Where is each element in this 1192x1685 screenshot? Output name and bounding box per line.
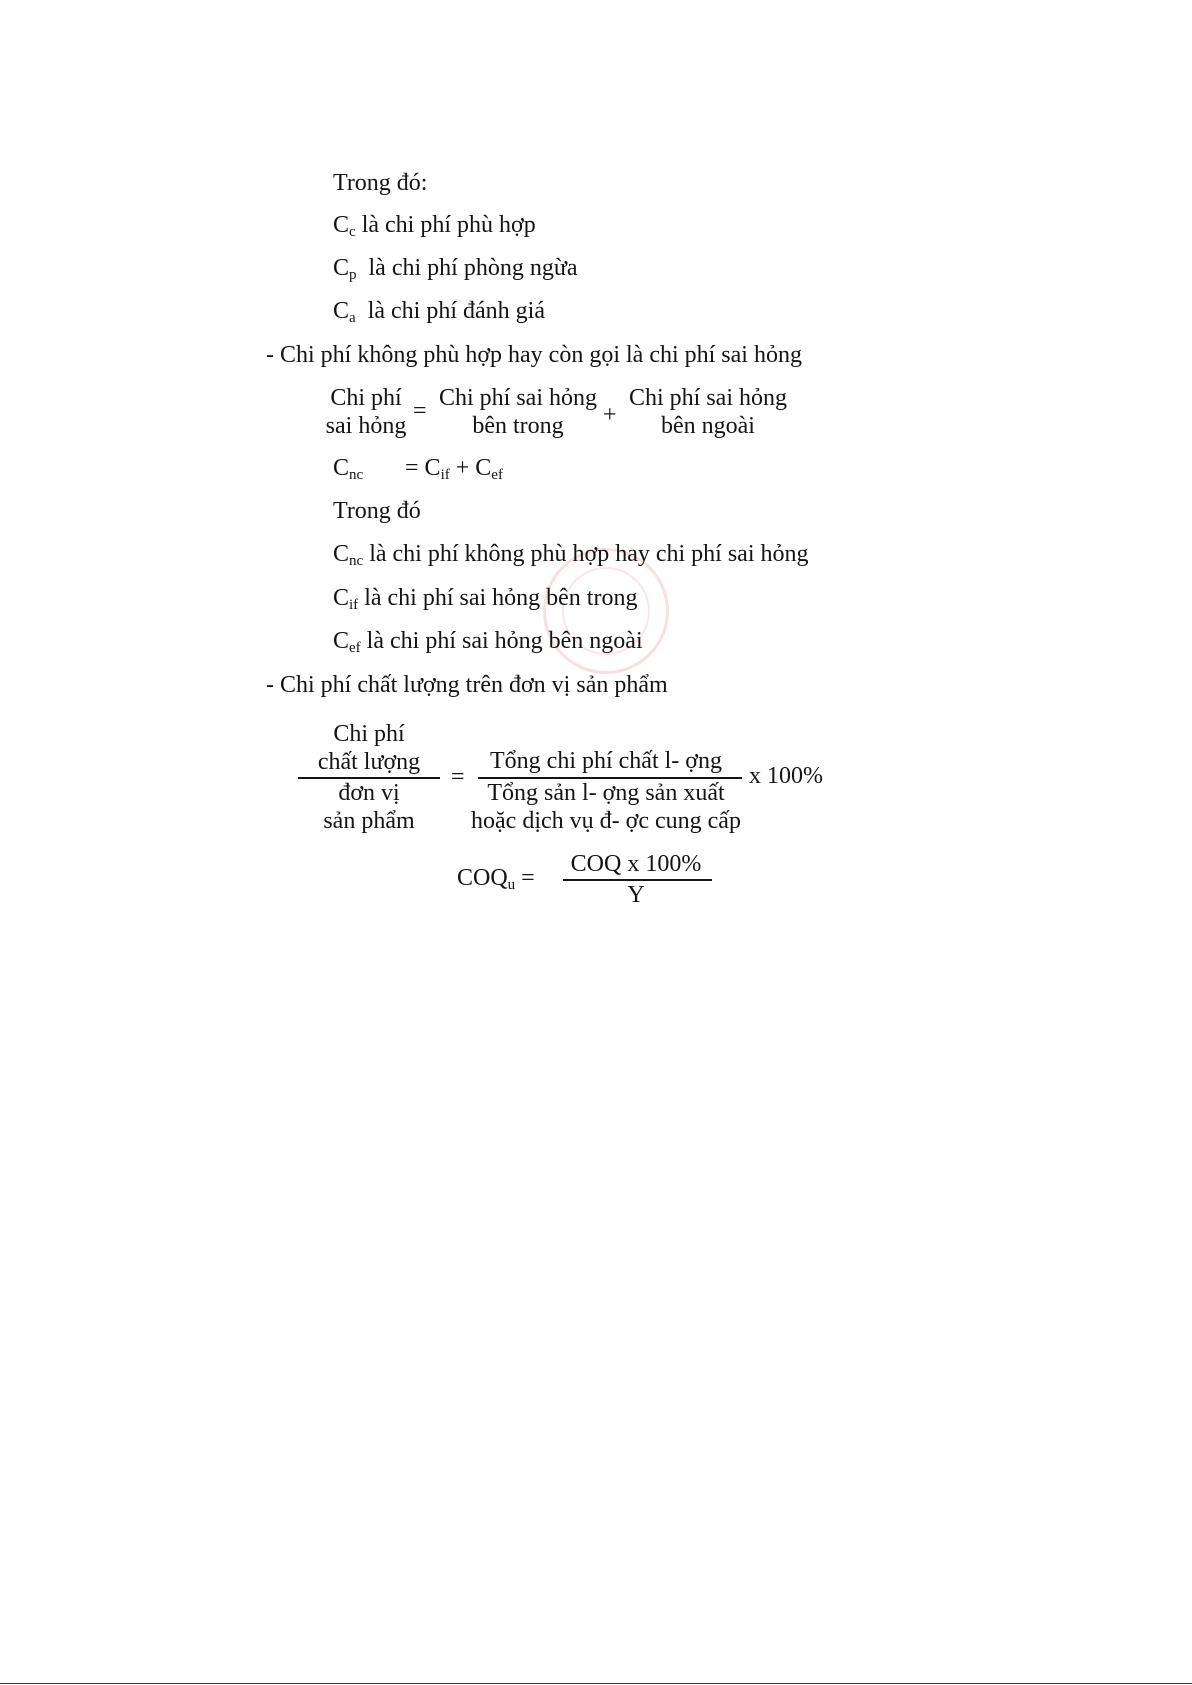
symbol: C xyxy=(333,255,350,281)
lhs-numerator-line1: Chi phí xyxy=(333,721,405,747)
formula-equals: = xyxy=(451,764,465,790)
times-100-percent: x 100% xyxy=(749,763,823,789)
formula-term1-line1: Chi phí sai hỏng xyxy=(438,385,597,411)
definition-cef xyxy=(333,628,643,656)
formula-lhs-line2: sai hỏng xyxy=(325,413,407,439)
plus: + xyxy=(449,455,476,481)
symbol: C xyxy=(475,455,492,481)
lhs-denominator-line1: đơn vị xyxy=(338,780,400,806)
symbol: C xyxy=(333,455,350,481)
definition-text: là chi phí sai hỏng bên trong xyxy=(358,585,638,611)
symbol-subscript: p xyxy=(349,267,357,283)
symbol-subscript: a xyxy=(349,310,356,326)
trong-do-label-2: Trong đó xyxy=(333,498,421,524)
symbol-subscript: nc xyxy=(349,553,364,569)
symbol: C xyxy=(424,455,441,481)
page-bottom-border xyxy=(0,1683,1192,1684)
definition-cif xyxy=(333,585,638,613)
definition-text: là chi phí sai hỏng bên ngoài xyxy=(360,628,643,654)
symbol: C xyxy=(333,541,350,567)
symbol: C xyxy=(333,212,350,238)
symbol-subscript: c xyxy=(349,224,356,240)
formula-term2-line2: bên ngoài xyxy=(661,413,755,439)
formula-equals: = xyxy=(413,398,427,424)
formula-term1-line2: bên trong xyxy=(472,413,564,439)
symbol: C xyxy=(333,585,350,611)
definition-text: là chi phí phòng ngừa xyxy=(356,255,578,281)
rhs-denominator-line1: Tổng sản l- ợng sản xuất xyxy=(487,780,725,806)
rhs-denominator-line2: hoặc dịch vụ đ- ợc cung cấp xyxy=(471,808,741,834)
lhs-fraction-bar xyxy=(298,777,440,779)
rhs-numerator: Tổng chi phí chất l- ợng xyxy=(490,748,722,774)
definition-text: là chi phí phù hợp xyxy=(355,212,536,238)
trong-do-label-1: Trong đó: xyxy=(333,170,428,196)
symbol-subscript: ef xyxy=(491,467,503,483)
formula-cnc-rhs xyxy=(405,455,503,483)
symbol-subscript: if xyxy=(349,597,359,613)
equals: = xyxy=(515,865,535,891)
lhs-denominator-line2: sản phẩm xyxy=(323,808,415,834)
formula-cnc-lhs xyxy=(333,455,364,483)
lhs-numerator-line2: chất lượng xyxy=(317,749,421,775)
coq-denominator: Y xyxy=(627,882,645,908)
definition-ca xyxy=(333,298,545,326)
symbol: C xyxy=(333,298,350,324)
definition-text: là chi phí đánh giá xyxy=(355,298,545,324)
formula-term2-line1: Chi phí sai hỏng xyxy=(628,385,787,411)
symbol-subscript: nc xyxy=(349,467,364,483)
symbol: C xyxy=(333,628,350,654)
definition-cp xyxy=(333,255,578,283)
rhs-fraction-bar xyxy=(478,777,742,779)
symbol-subscript: ef xyxy=(349,640,361,656)
symbol-subscript: if xyxy=(440,467,450,483)
formula-plus: + xyxy=(603,402,617,428)
definition-cc xyxy=(333,212,536,240)
coq-fraction-bar xyxy=(563,879,712,881)
formula-lhs-line1: Chi phí xyxy=(330,385,402,411)
definition-text: là chi phí không phù hợp hay chi phí sai hỏng xyxy=(363,541,809,567)
symbol: COQ xyxy=(457,865,508,891)
coq-numerator: COQ x 100% xyxy=(570,851,702,877)
section-heading-sai-hong: - Chi phí không phù hợp hay còn gọi là chi phí sai hỏng xyxy=(266,342,802,368)
symbol-subscript: u xyxy=(507,877,516,893)
coq-lhs xyxy=(457,865,535,893)
definition-cnc xyxy=(333,541,809,569)
equals: = xyxy=(405,455,425,481)
section-heading-unit-cost: - Chi phí chất lượng trên đơn vị sản phẩm xyxy=(266,672,668,698)
